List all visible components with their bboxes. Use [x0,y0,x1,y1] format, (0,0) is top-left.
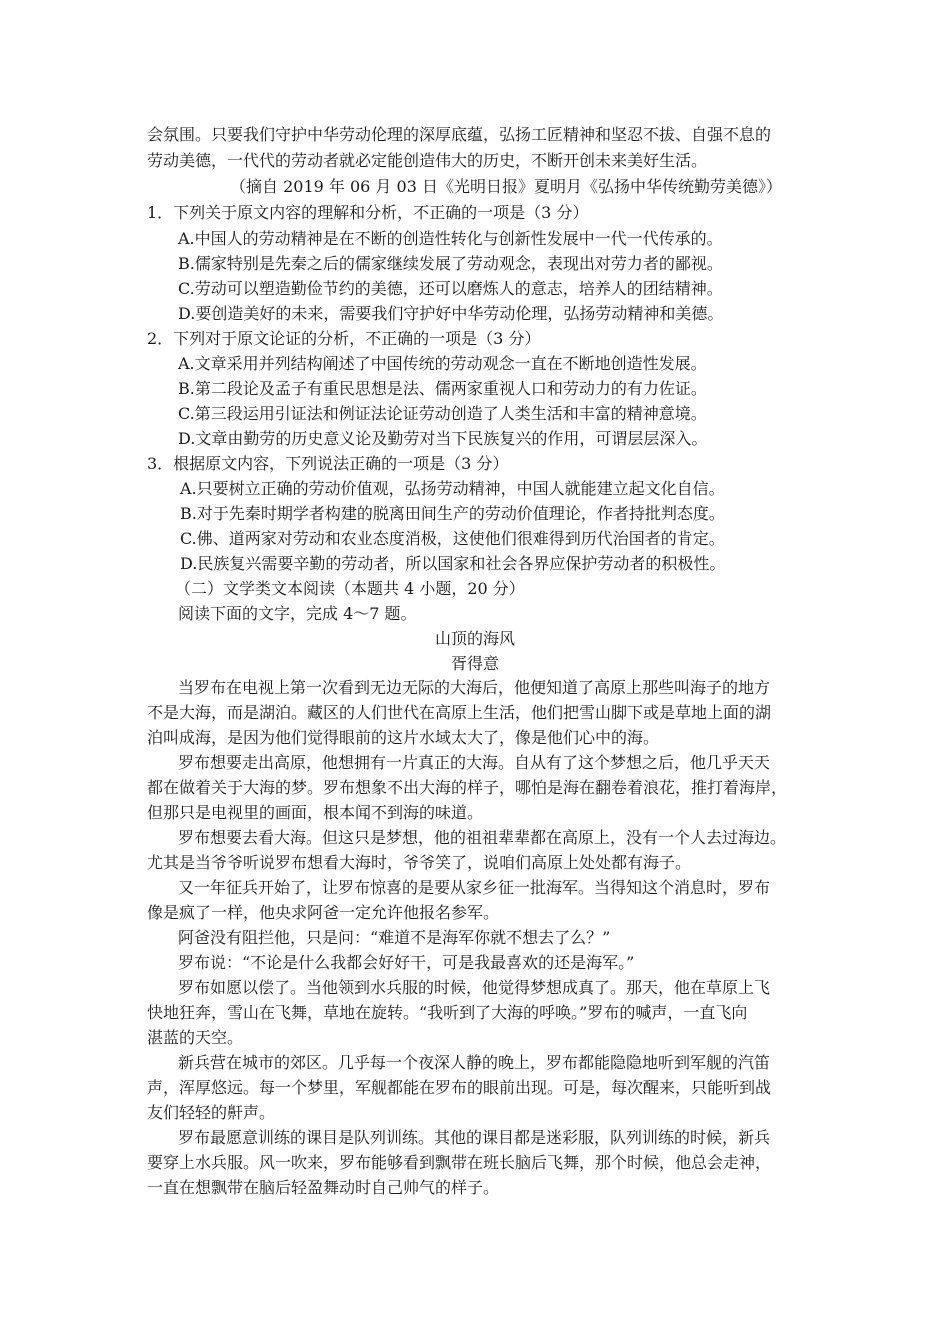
story-line: 一直在想飘带在脑后轻盈舞动时自己帅气的样子。 [147,1178,500,1197]
question-3-option-c: C.佛、道两家对劳动和农业态度消极，这使他们很难得到历代治国者的肯定。 [180,529,725,548]
story-line: 都在做着关于大海的梦。罗布想象不出大海的样子，哪怕是海在翻卷着浪花，推打着海岸， [147,778,788,797]
story-line: 阿爸没有阻拦他，只是问：“难道不是海军你就不想去了么？” [178,928,611,947]
question-1-stem: 1．下列关于原文内容的理解和分析，不正确的一项是（3 分） [147,203,589,222]
story-line: 声，浑厚悠远。每一个梦里，军舰都能在罗布的眼前出现。可是，每次醒来，只能听到战 [147,1078,772,1097]
question-1-option-d: D.要创造美好的未来，需要我们守护好中华劳动伦理，弘扬劳动精神和美德。 [178,304,724,323]
story-line: 但那只是电视里的画面，根本闻不到海的味道。 [147,803,484,822]
question-3-stem: 3．根据原文内容，下列说法正确的一项是（3 分） [147,454,509,473]
section-heading: （二）文学类文本阅读（本题共 4 小题，20 分） [175,579,525,598]
question-3-option-b: B.对于先秦时期学者构建的脱离田间生产的劳动价值理论，作者持批判态度。 [180,504,725,523]
story-line: 罗布想要走出高原，他想拥有一片真正的大海。自从有了这个梦想之后，他几乎天天 [178,753,771,772]
question-2-option-c: C.第三段运用引证法和例证法论证劳动创造了人类生活和丰富的精神意境。 [178,404,707,423]
question-1-option-a: A.中国人的劳动精神是在不断的创造性转化与创新性发展中一代一代传承的。 [178,229,723,248]
story-author: 胥得意 [450,654,499,673]
story-line: 要穿上水兵服。风一吹来，罗布能够看到飘带在班长脑后飞舞，那个时候，他总会走神， [147,1153,772,1172]
question-2-option-d: D.文章由勤劳的历史意义论及勤劳对当下民族复兴的作用，可谓层层深入。 [178,429,708,448]
question-2-stem: 2．下列对于原文论证的分析，不正确的一项是（3 分） [147,329,541,348]
story-line: 罗布如愿以偿了。当他领到水兵服的时候，他觉得梦想成真了。那天，他在草原上飞 [178,978,771,997]
story-line: 尤其是当爷爷听说罗布想看大海时，爷爷笑了，说咱们高原上处处都有海子。 [147,853,692,872]
story-line: 新兵营在城市的郊区。几乎每一个夜深人静的晚上，罗布都能隐隐地听到军舰的汽笛 [178,1053,771,1072]
story-line: 不是大海，而是湖泊。藏区的人们世代在高原上生活，他们把雪山脚下或是草地上面的湖 [147,703,772,722]
intro-line-2: 劳动美德，一代代的劳动者就必定能创造伟大的历史，不断开创未来美好生活。 [147,151,708,170]
story-line: 又一年征兵开始了，让罗布惊喜的是要从家乡征一批海军。当得知这个消息时，罗布 [178,878,771,897]
question-2-option-b: B.第二段论及孟子有重民思想是法、儒两家重视人口和劳动力的有力佐证。 [178,379,707,398]
reading-instruction: 阅读下面的文字，完成 4～7 题。 [178,604,417,623]
story-title: 山顶的海风 [434,629,515,648]
story-line: 罗布说：“不论是什么我都会好好干，可是我最喜欢的还是海军。” [178,953,635,972]
story-line: 快地狂奔，雪山在飞舞，草地在旋转。“我听到了大海的呼唤。”罗布的喊声，一直飞向 [147,1003,748,1022]
story-line: 罗布最愿意训练的课目是队列训练。其他的课目都是迷彩服，队列训练的时候，新兵 [178,1128,771,1147]
source-citation: （摘自 2019 年 06 月 03 日《光明日报》夏明月《弘扬中华传统勤劳美德》） [230,177,782,196]
question-3-option-a: A.只要树立正确的劳动价值观，弘扬劳动精神，中国人就能建立起文化自信。 [180,479,725,498]
story-line: 罗布想要去看大海。但这只是梦想，他的祖祖辈辈都在高原上，没有一个人去过海边。 [178,828,787,847]
question-2-option-a: A.文章采用并列结构阐述了中国传统的劳动观念一直在不断地创造性发展。 [178,354,707,373]
story-line: 当罗布在电视上第一次看到无边无际的大海后，他便知道了高原上那些叫海子的地方 [178,678,771,697]
story-line: 友们轻轻的鼾声。 [147,1103,276,1122]
story-line: 像是疯了一样，他央求阿爸一定允许他报名参军。 [147,903,500,922]
question-1-option-b: B.儒家特别是先秦之后的儒家继续发展了劳动观念，表现出对劳力者的鄙视。 [178,254,723,273]
question-1-option-c: C.劳动可以塑造勤俭节约的美德，还可以磨炼人的意志，培养人的团结精神。 [178,279,723,298]
question-3-option-d: D.民族复兴需要辛勤的劳动者，所以国家和社会各界应保护劳动者的积极性。 [180,554,726,573]
story-line: 泊叫成海，是因为他们觉得眼前的这片水域太大了，像是他们心中的海。 [147,728,660,747]
story-line: 湛蓝的天空。 [147,1028,244,1047]
intro-line-1: 会氛围。只要我们守护中华劳动伦理的深厚底蕴，弘扬工匠精神和坚忍不拔、自强不息的 [147,125,772,144]
